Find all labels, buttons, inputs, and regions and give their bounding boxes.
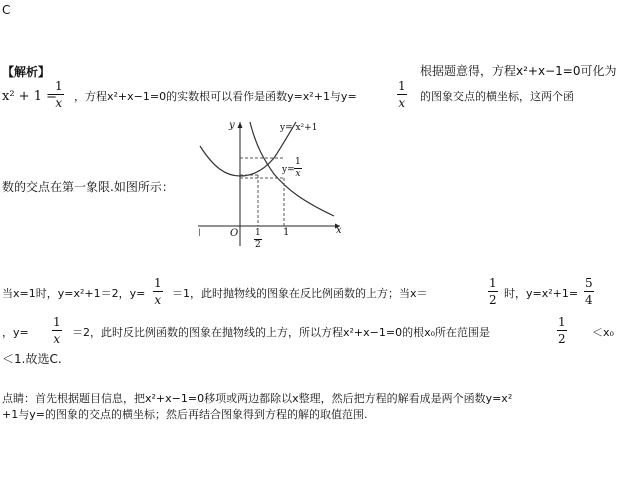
analysis-line2-end: 的图象交点的横坐标，这两个函 [420,90,574,103]
analysis-line1: 根据题意得，方程x²+x−1=0可化为 [420,64,617,78]
y-axis-arrow [238,122,243,128]
equation-lhs: x² + 1 = [2,89,57,104]
analysis-line4-a: 当x=1时，y=x²+1＝2，y= [2,287,146,300]
analysis-heading: 【解析】 [2,65,51,79]
analysis-line6: ＜1.故选C. [2,352,62,366]
fraction-p5-1: 1 x [53,315,61,346]
tick-one: 1 [283,227,290,238]
y-axis-label: y [229,120,235,131]
analysis-line4-c: 时，y=x²+1= [504,287,579,300]
comment-line1: 点睛：首先根据题目信息，把x²+x−1=0移项或两边都除以x整理，然后把方程的解看成是两个函数y=x² [2,392,513,405]
fraction-p4-2: 1 2 [489,276,497,307]
left-axis-mark: l [198,228,201,239]
fraction-1-over-x-2: 1 x [398,79,406,110]
parabola-label: y= x²+1 [280,123,318,133]
analysis-line2-mid: ，方程x²+x−1=0的实数根可以看作是函数y=x²+1与y= [74,90,357,103]
fraction-1-over-x: 1 x [55,79,63,110]
fraction-p4-3: 5 4 [585,276,593,307]
hyperbola-label-fraction: 1 x [295,157,301,179]
answer-letter: C [2,3,11,17]
analysis-line5-b: ＝2，此时反比例函数的图象在抛物线的上方，所以方程x²+x−1=0的根x₀所在范围是 [72,326,490,339]
fraction-p4-1: 1 x [154,276,162,307]
x-axis-label: x [336,225,342,236]
fraction-p5-2: 1 2 [558,315,566,346]
comment-line2: +1与y=的图象的交点的横坐标；然后再结合图象得到方程的解的取值范围. [2,408,368,421]
analysis-line4-b: ＝1，此时抛物线的图象在反比例函数的上方；当x＝ [172,287,428,300]
analysis-line5-c: ＜x₀ [592,326,614,339]
hyperbola-label-prefix: y= [282,165,295,175]
tick-half: 1 2 [255,228,261,250]
function-graph [196,118,344,250]
analysis-line5-a: ，y= [2,326,29,339]
analysis-line3: 数的交点在第一象限.如图所示： [2,180,174,194]
origin-label: O [230,228,239,239]
